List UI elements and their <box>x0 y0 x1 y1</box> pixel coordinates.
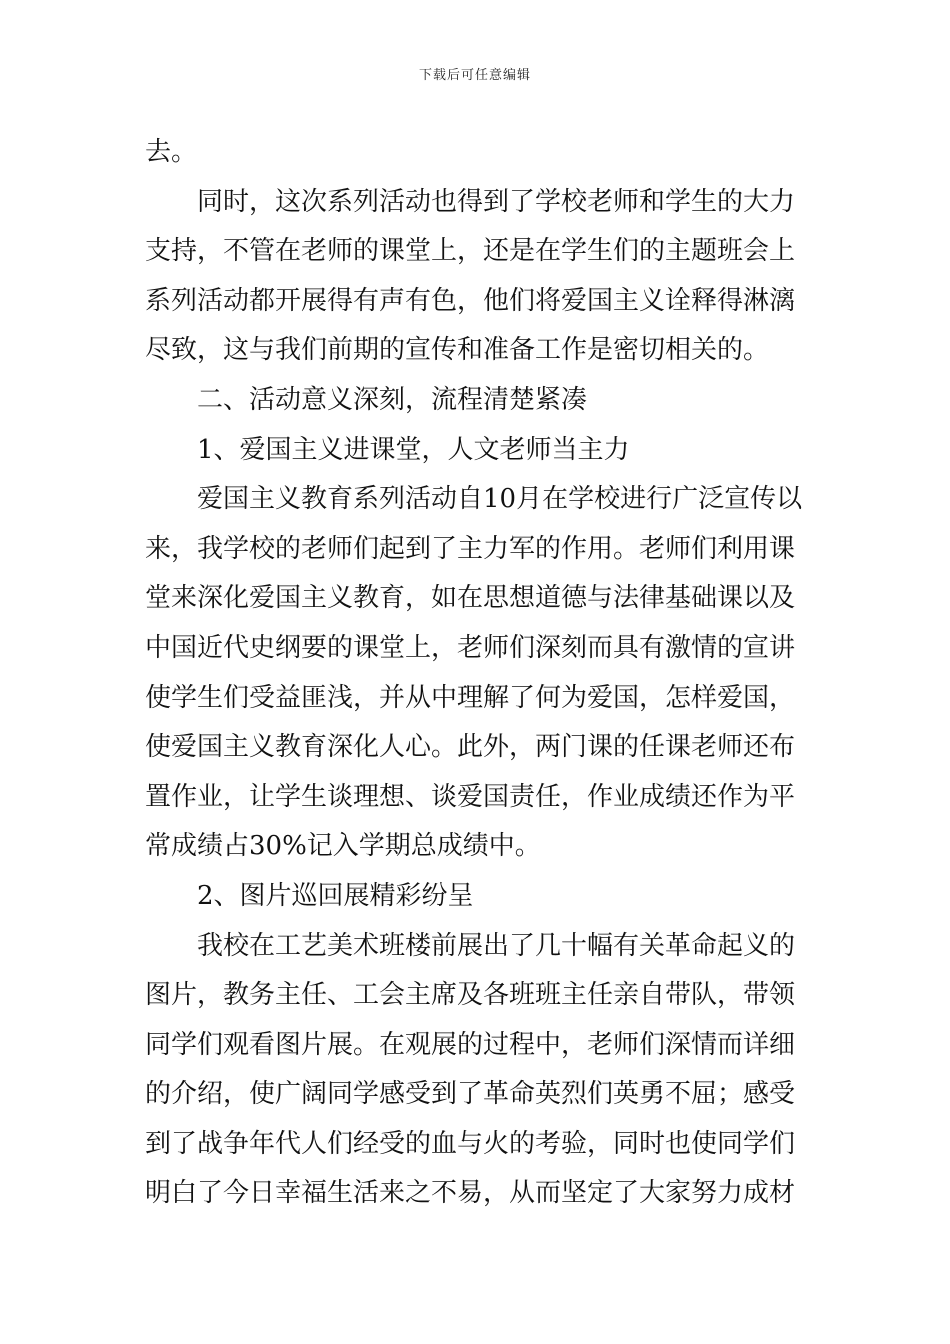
section-heading: 二、活动意义深刻，流程清楚紧凑 <box>197 384 588 415</box>
text-line: 同学们观看图片展。在观展的过程中，老师们深情而详细 <box>145 1029 796 1060</box>
page-header: 下载后可任意编辑 <box>418 68 531 83</box>
text-line: 图片，教务主任、工会主席及各班班主任亲自带队，带领 <box>145 980 796 1011</box>
subsection-heading: 2、图片巡回展精彩纷呈 <box>197 880 474 911</box>
text-line: 支持，不管在老师的课堂上，还是在学生们的主题班会上 <box>145 236 796 267</box>
text-line: 的介绍，使广阔同学感受到了革命英烈们英勇不屈；感受 <box>145 1079 796 1110</box>
text-line: 使爱国主义教育深化人心。此外，两门课的任课老师还布 <box>145 732 796 763</box>
text-line: 中国近代史纲要的课堂上，老师们深刻而具有激情的宣讲 <box>145 632 796 663</box>
text-line: 去。 <box>145 137 198 167</box>
text-line: 我校在工艺美术班楼前展出了几十幅有关革命起义的 <box>197 930 796 961</box>
text-line: 爱国主义教育系列活动自10月在学校进行广泛宣传以 <box>197 484 803 515</box>
text-line: 到了战争年代人们经受的血与火的考验，同时也使同学们 <box>145 1128 796 1159</box>
text-line: 置作业，让学生谈理想、谈爱国责任，作业成绩还作为平 <box>145 781 796 812</box>
text-line: 来，我学校的老师们起到了主力军的作用。老师们利用课 <box>145 533 796 564</box>
text-line: 使学生们受益匪浅，并从中理解了何为爱国，怎样爱国， <box>145 682 796 713</box>
text-line: 同时，这次系列活动也得到了学校老师和学生的大力 <box>197 186 796 217</box>
subsection-heading: 1、爱国主义进课堂，人文老师当主力 <box>197 434 630 465</box>
text-line: 明白了今日幸福生活来之不易，从而坚定了大家努力成材 <box>145 1178 796 1209</box>
text-line: 堂来深化爱国主义教育，如在思想道德与法律基础课以及 <box>145 583 796 614</box>
document-body <box>145 128 810 1219</box>
text-line: 系列活动都开展得有声有色，他们将爱国主义诠释得淋漓 <box>145 285 796 316</box>
text-line: 常成绩占30%记入学期总成绩中。 <box>145 831 541 862</box>
text-line: 尽致，这与我们前期的宣传和准备工作是密切相关的。 <box>145 335 770 366</box>
